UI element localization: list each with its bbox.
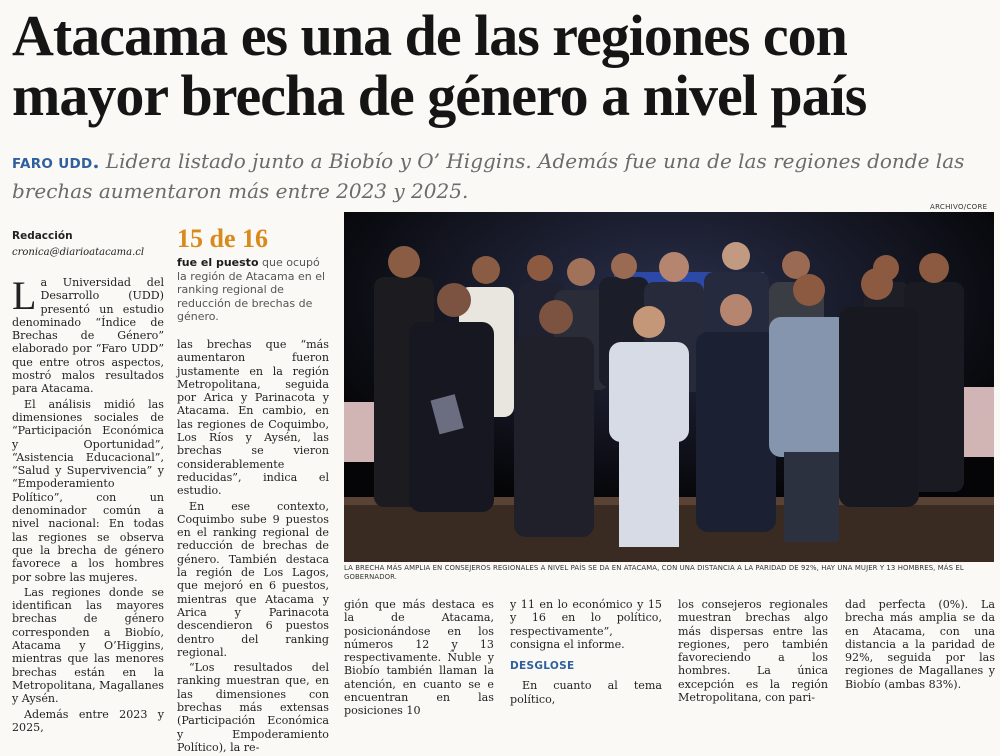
article-column-3 bbox=[344, 598, 494, 720]
photo-credit: ARCHIVO/CORE bbox=[930, 203, 988, 211]
headline: Atacama es una de las regiones con mayor brecha de género a nivel país bbox=[12, 3, 867, 128]
subhead-kicker: FARO UDD bbox=[12, 156, 93, 172]
byline-email[interactable]: cronica@diarioatacama.cl bbox=[12, 247, 145, 259]
article-column-1 bbox=[12, 273, 164, 736]
article-column-6 bbox=[845, 598, 995, 693]
body-paragraph: Además entre 2023 y 2025, bbox=[12, 707, 164, 734]
body-paragraph: “Los resultados del ranking muestran que, en las dimensiones con brechas más extensas (Participación Económica y Empoderamiento Político), la re- bbox=[177, 661, 329, 754]
article-column-2 bbox=[177, 338, 329, 756]
body-paragraph: y 11 en lo económico y 15 y 16 en lo político, respectivamente”, consigna el informe. bbox=[510, 598, 662, 651]
body-paragraph: gión que más destaca es la de Atacama, posicionándose en los números 12 y 13 respectivamente. Ñuble y Biobío también llaman la atención, en cuanto se e encuentran en las posiciones 10 bbox=[344, 598, 494, 718]
drop-cap: L bbox=[12, 273, 37, 318]
pull-quote-text bbox=[177, 256, 327, 324]
body-paragraph: En ese contexto, Coquimbo sube 9 puestos en el ranking regional de reducción de brechas de género. También destaca la región de Los Lagos, que mejoró en 6 puestos, mientras que Atacama y Arica y Parinacota descendieron 6 puestos dentro del ranking regional. bbox=[177, 499, 329, 659]
byline-author: Redacción bbox=[12, 230, 73, 242]
section-heading: DESGLOSE bbox=[510, 660, 575, 673]
article-column-4 bbox=[510, 598, 662, 708]
subhead bbox=[12, 148, 992, 205]
body-paragraph: El análisis midió las dimensiones sociales de “Participación Económica y Oportunidad”, “Asistencia Educacional”, “Salud y Supervivencia” y “Empoderamiento Político”, con un denominador común a nivel nacional: En todas las regiones se observa que la brecha de género favorece a los hombres por sobre las mujeres. bbox=[12, 397, 164, 584]
pull-quote-body: que ocupó la región de Atacama en el ranking regional de reducción de brechas de género. bbox=[177, 256, 326, 323]
subhead-text: Lidera listado junto a Biobío y O’ Higgins. Además fue una de las regiones donde las brechas aumentaron más entre 2023 y 2025. bbox=[12, 149, 965, 203]
body-text: a Universidad del Desarrollo (UDD) presentó un estudio denominado “Índice de Brechas de Género” elaborado por “Faro UDD” que entre otros aspectos, mostró malos resultados para Atacama. bbox=[12, 276, 164, 396]
pull-quote-lead: fue el puesto bbox=[177, 256, 259, 269]
body-paragraph: En cuanto al tema político, bbox=[510, 679, 662, 706]
body-paragraph: los consejeros regionales muestran brechas algo más dispersas entre las regiones, pero también favoreciendo a los hombres. La única excepción es la región Metropolitana, con pari- bbox=[678, 598, 828, 705]
body-paragraph bbox=[12, 273, 164, 396]
group-photo bbox=[344, 212, 994, 562]
subhead-kicker-dot: . bbox=[92, 149, 100, 173]
byline bbox=[12, 230, 164, 260]
body-paragraph: las brechas que “más aumentaron fueron justamente en la región Metropolitana, seguida por Arica y Parinacota y Atacama. En cambio, en las regiones de Coquimbo, Los Ríos y Aysén, las brechas se vieron considerablemente reducidas”, indica el estudio. bbox=[177, 338, 329, 498]
photo-caption: LA BRECHA MÁS AMPLIA EN CONSEJEROS REGIONALES A NIVEL PAÍS SE DA EN ATACAMA, CON UNA DISTANCIA A LA PARIDAD DE 92%, HAY UNA MUJER Y 13 HOMBRES, MÁS EL GOBERNADOR. bbox=[344, 564, 964, 581]
body-paragraph: Las regiones donde se identifican las mayores brechas de género corresponden a Biobío, Atacama y O’Higgins, mientras que las menores brechas están en la Metropolitana, Magallanes y Aysén. bbox=[12, 585, 164, 706]
group-photo-illustration bbox=[344, 212, 994, 562]
pull-quote bbox=[177, 224, 327, 324]
article-column-5 bbox=[678, 598, 828, 706]
body-paragraph: dad perfecta (0%). La brecha más amplia se da en Atacama, con una distancia a la paridad de 92%, seguida por las regiones de Magallanes y Biobío (ambas 83%). bbox=[845, 598, 995, 691]
pull-quote-number: 15 de 16 bbox=[177, 224, 268, 253]
